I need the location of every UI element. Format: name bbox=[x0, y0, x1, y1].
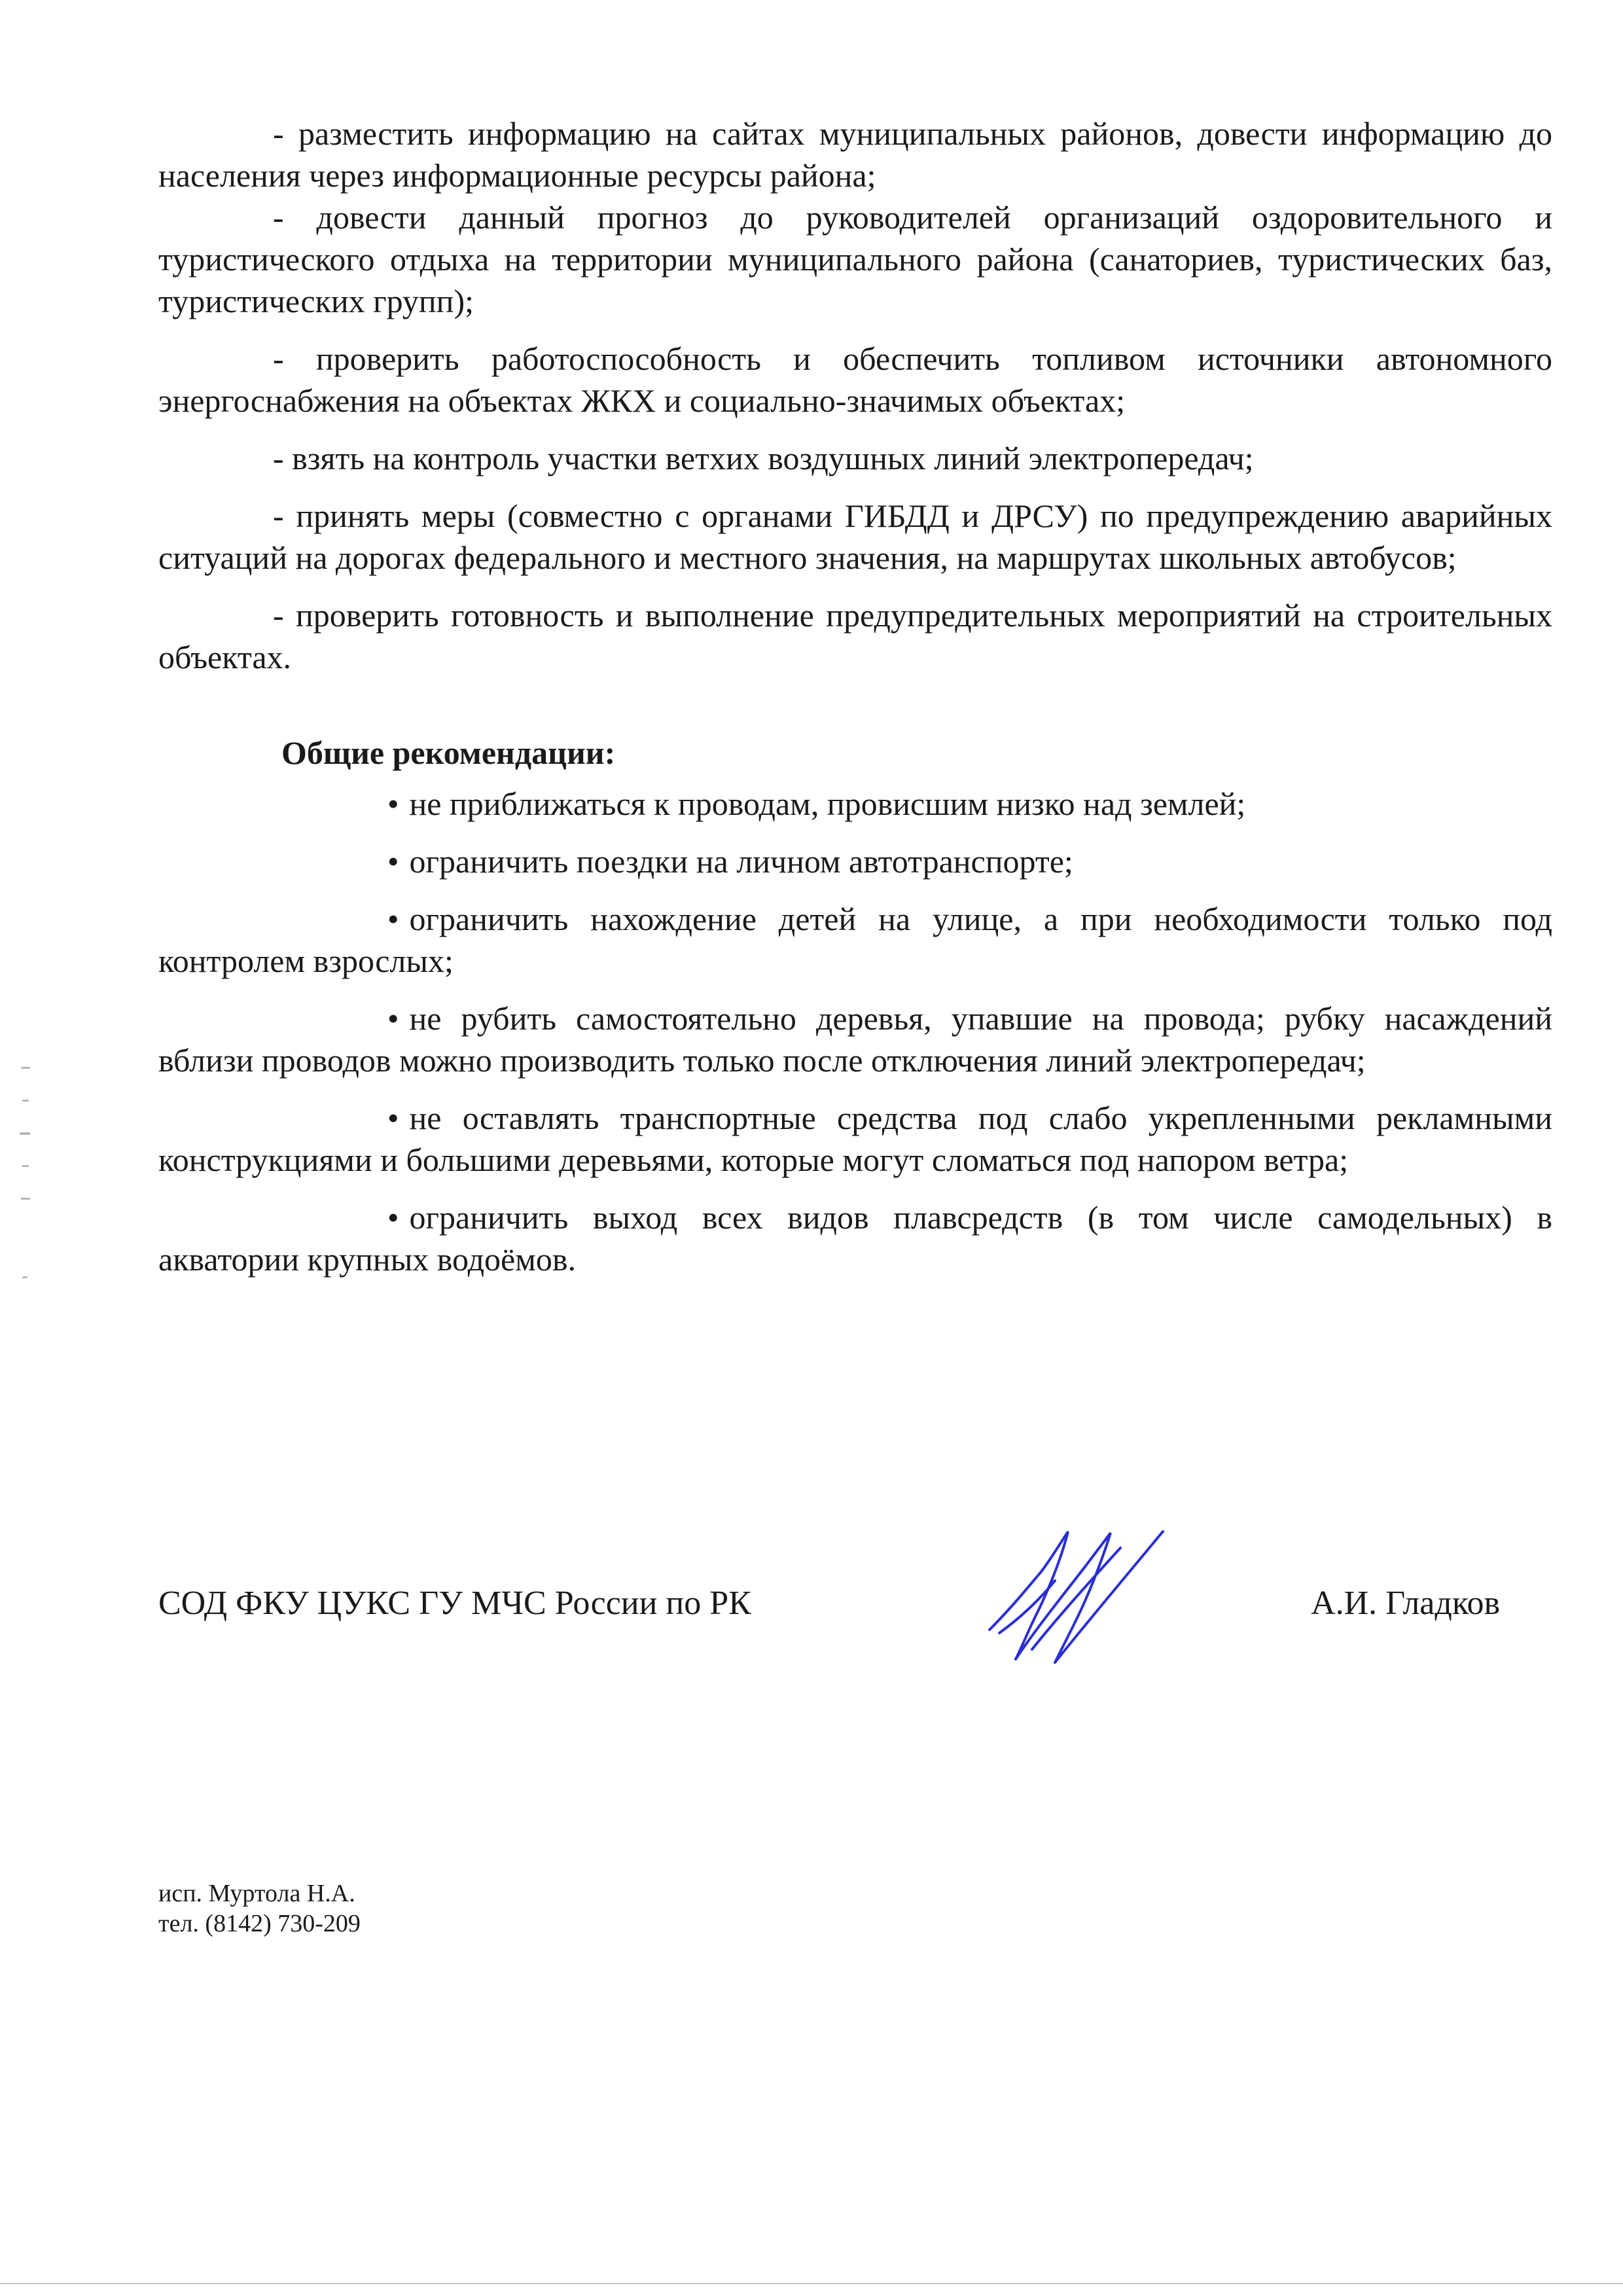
bullet-icon: • bbox=[387, 785, 399, 822]
executor-contact bbox=[158, 1878, 361, 1939]
recommendation-item-3 bbox=[158, 898, 1552, 982]
recommendation-text: ограничить выход всех видов плавсредств (в том числе самодельных) в акватории крупных водоёмов. bbox=[158, 1199, 1552, 1278]
instruction-paragraph-5: - принять меры (совместно с органами ГИБДД и ДРСУ) по предупреждению аварийных ситуаций на дорогах федерального и местного значения, на маршрутах школьных автобусов; bbox=[158, 497, 1552, 576]
recommendation-item-5 bbox=[158, 1097, 1552, 1181]
executor-name: исп. Муртола Н.А. bbox=[158, 1880, 355, 1907]
recommendation-text: не приближаться к проводам, провисшим низко над землей; bbox=[409, 785, 1246, 822]
signature-block bbox=[158, 1571, 1500, 1649]
instruction-paragraph-4: - взять на контроль участки ветхих воздушных линий электропередач; bbox=[273, 440, 1254, 476]
bullet-icon: • bbox=[387, 901, 399, 937]
bullet-icon: • bbox=[387, 1000, 399, 1037]
recommendations-heading: Общие рекомендации: bbox=[281, 734, 616, 771]
bullet-icon: • bbox=[387, 1199, 399, 1236]
signatory-organization: СОД ФКУ ЦУКС ГУ МЧС России по РК bbox=[158, 1585, 751, 1622]
recommendation-text: не рубить самостоятельно деревья, упавшие на провода; рубку насаждений вблизи проводов можно производить только после отключения линий электропередач; bbox=[158, 1000, 1552, 1079]
bullet-icon: • bbox=[387, 843, 399, 880]
instruction-paragraph-2: - довести данный прогноз до руководителей организаций оздоровительного и туристического отдыха на территории муниципального района (санаториев, туристических баз, туристических групп); bbox=[158, 199, 1552, 319]
executor-phone: тел. (8142) 730-209 bbox=[158, 1910, 361, 1937]
signatory-name: А.И. Гладков bbox=[1311, 1585, 1500, 1622]
instruction-paragraph-1: - разместить информацию на сайтах муниципальных районов, довести информацию до населения через информационные ресурсы района; bbox=[158, 115, 1552, 194]
recommendation-text: ограничить нахождение детей на улице, а при необходимости только под контролем взрослых; bbox=[158, 901, 1552, 979]
recommendation-item-6 bbox=[158, 1196, 1552, 1280]
recommendation-item-4 bbox=[158, 997, 1552, 1081]
instruction-paragraph-6: - проверить готовность и выполнение предупредительных мероприятий на строительных объектах. bbox=[158, 597, 1552, 675]
recommendation-text: ограничить поездки на личном автотранспорте; bbox=[409, 843, 1073, 880]
recommendation-item-2 bbox=[158, 840, 1552, 882]
scan-artifact-marks bbox=[14, 1060, 41, 1309]
scan-bottom-edge bbox=[0, 2283, 1623, 2284]
recommendation-text: не оставлять транспортные средства под слабо укрепленными рекламными конструкциями и большими деревьями, которые могут сломаться под напором ветра; bbox=[158, 1100, 1552, 1178]
handwritten-signature bbox=[970, 1518, 1166, 1676]
recommendation-item-1 bbox=[158, 783, 1552, 825]
bullet-icon: • bbox=[387, 1100, 399, 1136]
document-body bbox=[158, 113, 1552, 1280]
instruction-paragraph-3: - проверить работоспособность и обеспечить топливом источники автономного энергоснабжения на объектах ЖКХ и социально-значимых объектах; bbox=[158, 340, 1552, 419]
